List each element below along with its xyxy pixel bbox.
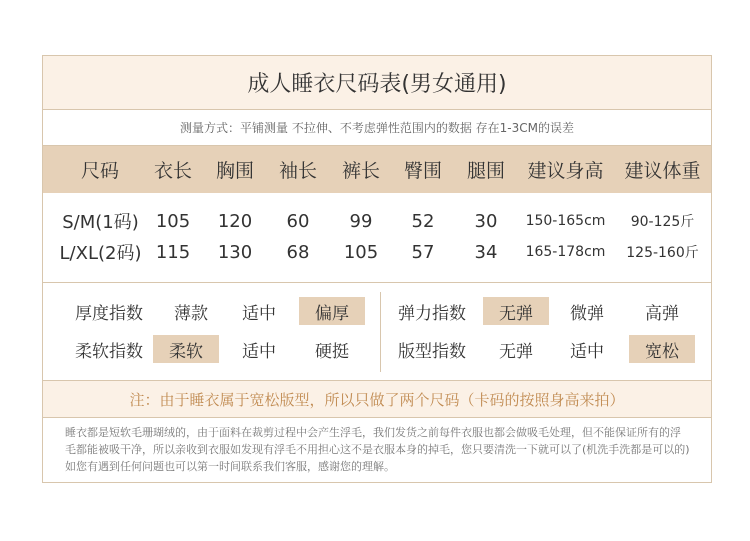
fabric-indices: [43, 284, 711, 380]
cell-leg: 30: [474, 210, 498, 232]
thickness-label: 厚度指数: [75, 303, 143, 324]
fit-option-loose-selected: 宽松: [629, 335, 695, 363]
cell-pants: 99: [349, 210, 373, 232]
divider: [43, 282, 711, 283]
thickness-option-thin: 薄款: [174, 303, 208, 324]
chart-title: 成人睡衣尺码表(男女通用): [43, 56, 711, 109]
cell-weight: 125-160斤: [626, 245, 699, 261]
measure-note: 测量方式：平铺测量 不拉伸、不考虑弹性范围内的数据 存在1-3CM的误差: [180, 121, 574, 135]
cell-sleeve: 60: [286, 210, 310, 232]
header-weight: 建议体重: [624, 160, 701, 182]
cell-pants: 105: [343, 241, 379, 263]
cell-weight: 90-125斤: [630, 214, 695, 230]
elasticity-option-none-selected: 无弹: [483, 297, 549, 325]
elasticity-option-slight: 微弹: [570, 303, 604, 324]
elasticity-option-high: 高弹: [645, 303, 679, 324]
softness-option-soft-selected: 柔软: [153, 335, 219, 363]
header-size: 尺码: [80, 160, 119, 182]
softness-option-medium: 适中: [242, 341, 276, 362]
fit-option-none: 无弹: [499, 341, 533, 362]
fit-option-medium: 适中: [570, 341, 604, 362]
size-chart: [42, 55, 712, 483]
cell-height: 150-165cm: [525, 213, 606, 229]
header-chest: 胸围: [215, 160, 254, 182]
softness-label: 柔软指数: [75, 341, 143, 362]
size-notice: 注：由于睡衣属于宽松版型，所以只做了两个尺码（卡码的按照身高来拍）: [43, 381, 711, 417]
cell-hip: 52: [411, 210, 435, 232]
cell-hip: 57: [411, 241, 435, 263]
cell-chest: 120: [217, 210, 253, 232]
divider: [43, 417, 711, 418]
softness-option-stiff: 硬挺: [315, 341, 349, 362]
cell-height: 165-178cm: [525, 244, 606, 260]
header-hip: 臀围: [403, 160, 442, 182]
elasticity-label: 弹力指数: [398, 303, 466, 324]
table-header: [43, 146, 711, 193]
cell-length: 115: [155, 241, 191, 263]
header-sleeve: 袖长: [278, 160, 317, 182]
thickness-option-medium: 适中: [242, 303, 276, 324]
column-divider: [380, 292, 381, 372]
cell-chest: 130: [217, 241, 253, 263]
thickness-option-thick-selected: 偏厚: [299, 297, 365, 325]
header-pants: 裤长: [341, 160, 380, 182]
header-leg: 腿围: [466, 160, 505, 182]
cell-sleeve: 68: [286, 241, 310, 263]
fit-label: 版型指数: [398, 341, 466, 362]
header-length: 衣长: [153, 160, 192, 182]
cell-length: 105: [155, 210, 191, 232]
cell-size: L/XL(2码): [59, 243, 142, 264]
fabric-description: 睡衣都是短软毛珊瑚绒的，由于面料在裁剪过程中会产生浮毛，我们发货之前每件衣服也都会做吸毛处理，但不能保证所有的浮毛都能被吸干净，所以亲收到衣服如发现有浮毛不用担心这不是衣服本身的掉毛，您只要清洗一下就可以了(机洗手洗都是可以的)如您有遇到任何问题也可以第一时间联系我们客服，感谢您的理解。: [65, 426, 690, 473]
cell-size: S/M(1码): [62, 212, 139, 233]
header-height: 建议身高: [527, 160, 604, 182]
cell-leg: 34: [474, 241, 498, 263]
table-row: [43, 237, 711, 267]
table-row: [43, 206, 711, 236]
